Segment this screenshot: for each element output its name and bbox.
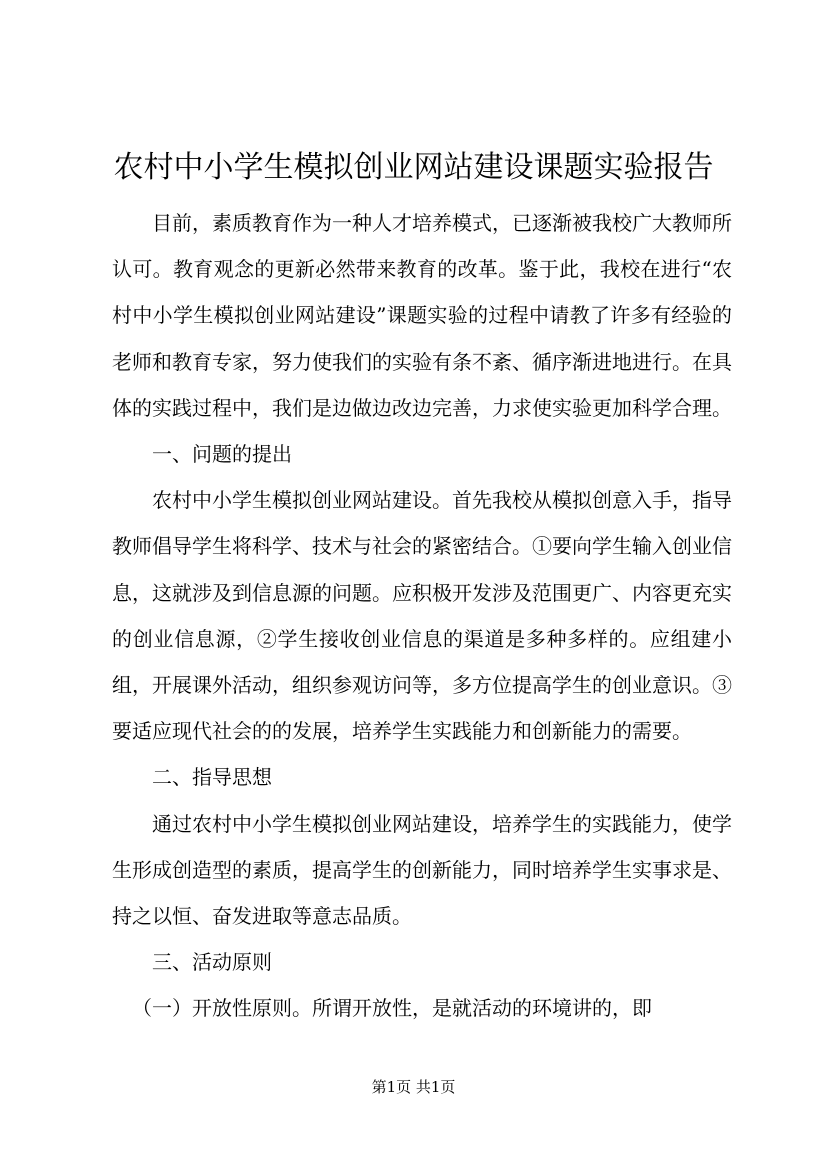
section-heading-problem: 一、问题的提出 xyxy=(152,442,292,467)
document-title: 农村中小学生模拟创业网站建设课题实验报告 xyxy=(113,150,714,185)
page-number-footer: 第1页 共1页 xyxy=(371,1078,456,1096)
document-body xyxy=(112,200,732,1032)
section-heading-guiding-idea: 二、指导思想 xyxy=(152,765,272,790)
intro-paragraph: 目前，素质教育作为一种人才培养模式，已逐渐被我校广大教师所认可。教育观念的更新必然带来教育的改革。鉴于此，我校在进行“农村中小学生模拟创业网站建设”课题实验的过程中请教了许多有经验的老师和教育专家，努力使我们的实验有条不紊、循序渐进地进行。在具体的实践过程中，我们是边做边改边完善，力求使实验更加科学合理。 xyxy=(112,211,732,420)
section-heading-principles: 三、活动原则 xyxy=(152,950,272,975)
section-paragraph-guiding-idea: 通过农村中小学生模拟创业网站建设，培养学生的实践能力，使学生形成创造型的素质，提高学生的创新能力，同时培养学生实事求是、持之以恒、奋发进取等意志品质。 xyxy=(112,811,732,929)
section-paragraph-problem: 农村中小学生模拟创业网站建设。首先我校从模拟创意入手，指导教师倡导学生将科学、技术与社会的紧密结合。①要向学生输入创业信息，这就涉及到信息源的问题。应积极开发涉及范围更广、内容更充实的创业信息源，②学生接收创业信息的渠道是多种多样的。应组建小组，开展课外活动，组织参观访问等，多方位提高学生的创业意识。③要适应现代社会的的发展，培养学生实践能力和创新能力的需要。 xyxy=(112,488,732,744)
section-paragraph-principles: （一）开放性原则。所谓开放性，是就活动的环境讲的，即 xyxy=(132,996,652,1021)
